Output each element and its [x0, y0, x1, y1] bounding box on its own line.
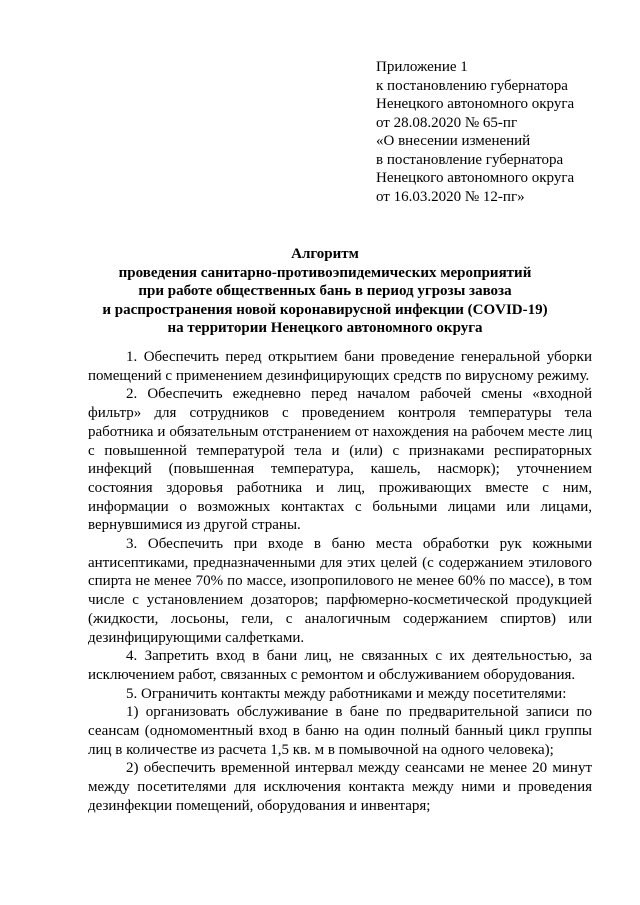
appendix-line: от 16.03.2020 № 12-пг»	[376, 188, 525, 205]
paragraph-5-item-2: 2) обеспечить временной интервал между сеансами не менее 20 минут между посетителями для исключения контакта между ними и проведения дезинфекции помещений, оборудования и инвентаря;	[88, 760, 592, 814]
appendix-line: в постановление губернатора	[376, 151, 564, 168]
appendix-line: Приложение 1	[376, 59, 468, 75]
title-line: на территории Ненецкого автономного округа	[167, 320, 483, 336]
paragraph-5: 5. Ограничить контакты между работниками и между посетителями:	[126, 685, 567, 702]
paragraph-3: 3. Обеспечить при входе в баню места обработки рук кожными антисептиками, предназначенными для этих целей (с содержанием этилового спирта не менее 70% по массе, изопропилового не менее 60% по массе), в том числе с установлением дозаторов; парфюмерно-косметической продукцией (жидкости, лосьоны, гели, с аналогичным содержанием спиртов) или дезинфицирующими салфетками.	[88, 536, 592, 646]
appendix-line: Ненецкого автономного округа	[376, 170, 575, 186]
appendix-line: Ненецкого автономного округа	[376, 96, 575, 112]
document-title	[90, 245, 560, 338]
appendix-line: к постановлению губернатора	[376, 77, 568, 94]
paragraph-2: 2. Обеспечить ежедневно перед началом рабочей смены «входной фильтр» для сотрудников с проведением контроля температуры тела работника и обязательным отстранением от нахождения на рабочем месте лиц с повышенной температурой тела и (или) с признаками респираторных инфекций (повышенная температура, кашель, насморк); уточнением состояния здоровья работника и лиц, проживающих вместе с ним, информации о возможных контактах с больными лицами или лицами, вернувшимися из другой страны.	[88, 386, 592, 534]
document-body	[88, 348, 592, 816]
paragraph-1: 1. Обеспечить перед открытием бани проведение генеральной уборки помещений с применением дезинфицирующих средств по вирусному режиму.	[88, 349, 592, 384]
paragraph-5-item-1: 1) организовать обслуживание в бане по предварительной записи по сеансам (одномоментный вход в баню на один полный банный цикл группы лиц в количестве из расчета 1,5 кв. м в помывочной на одного человека);	[88, 704, 592, 758]
paragraph-4: 4. Запретить вход в бани лиц, не связанных с их деятельностью, за исключением работ, связанных с ремонтом и обслуживанием оборудования.	[88, 648, 592, 683]
appendix-block	[376, 58, 626, 206]
title-line: и распространения новой коронавирусной инфекции (COVID-19)	[102, 301, 548, 318]
appendix-line: «О внесении изменений	[376, 133, 531, 149]
title-line: проведения санитарно-противоэпидемических мероприятий	[118, 264, 532, 281]
title-line: Алгоритм	[291, 246, 359, 262]
appendix-line: от 28.08.2020 № 65-пг	[376, 114, 518, 131]
title-line: при работе общественных бань в период угрозы завоза	[138, 283, 512, 299]
